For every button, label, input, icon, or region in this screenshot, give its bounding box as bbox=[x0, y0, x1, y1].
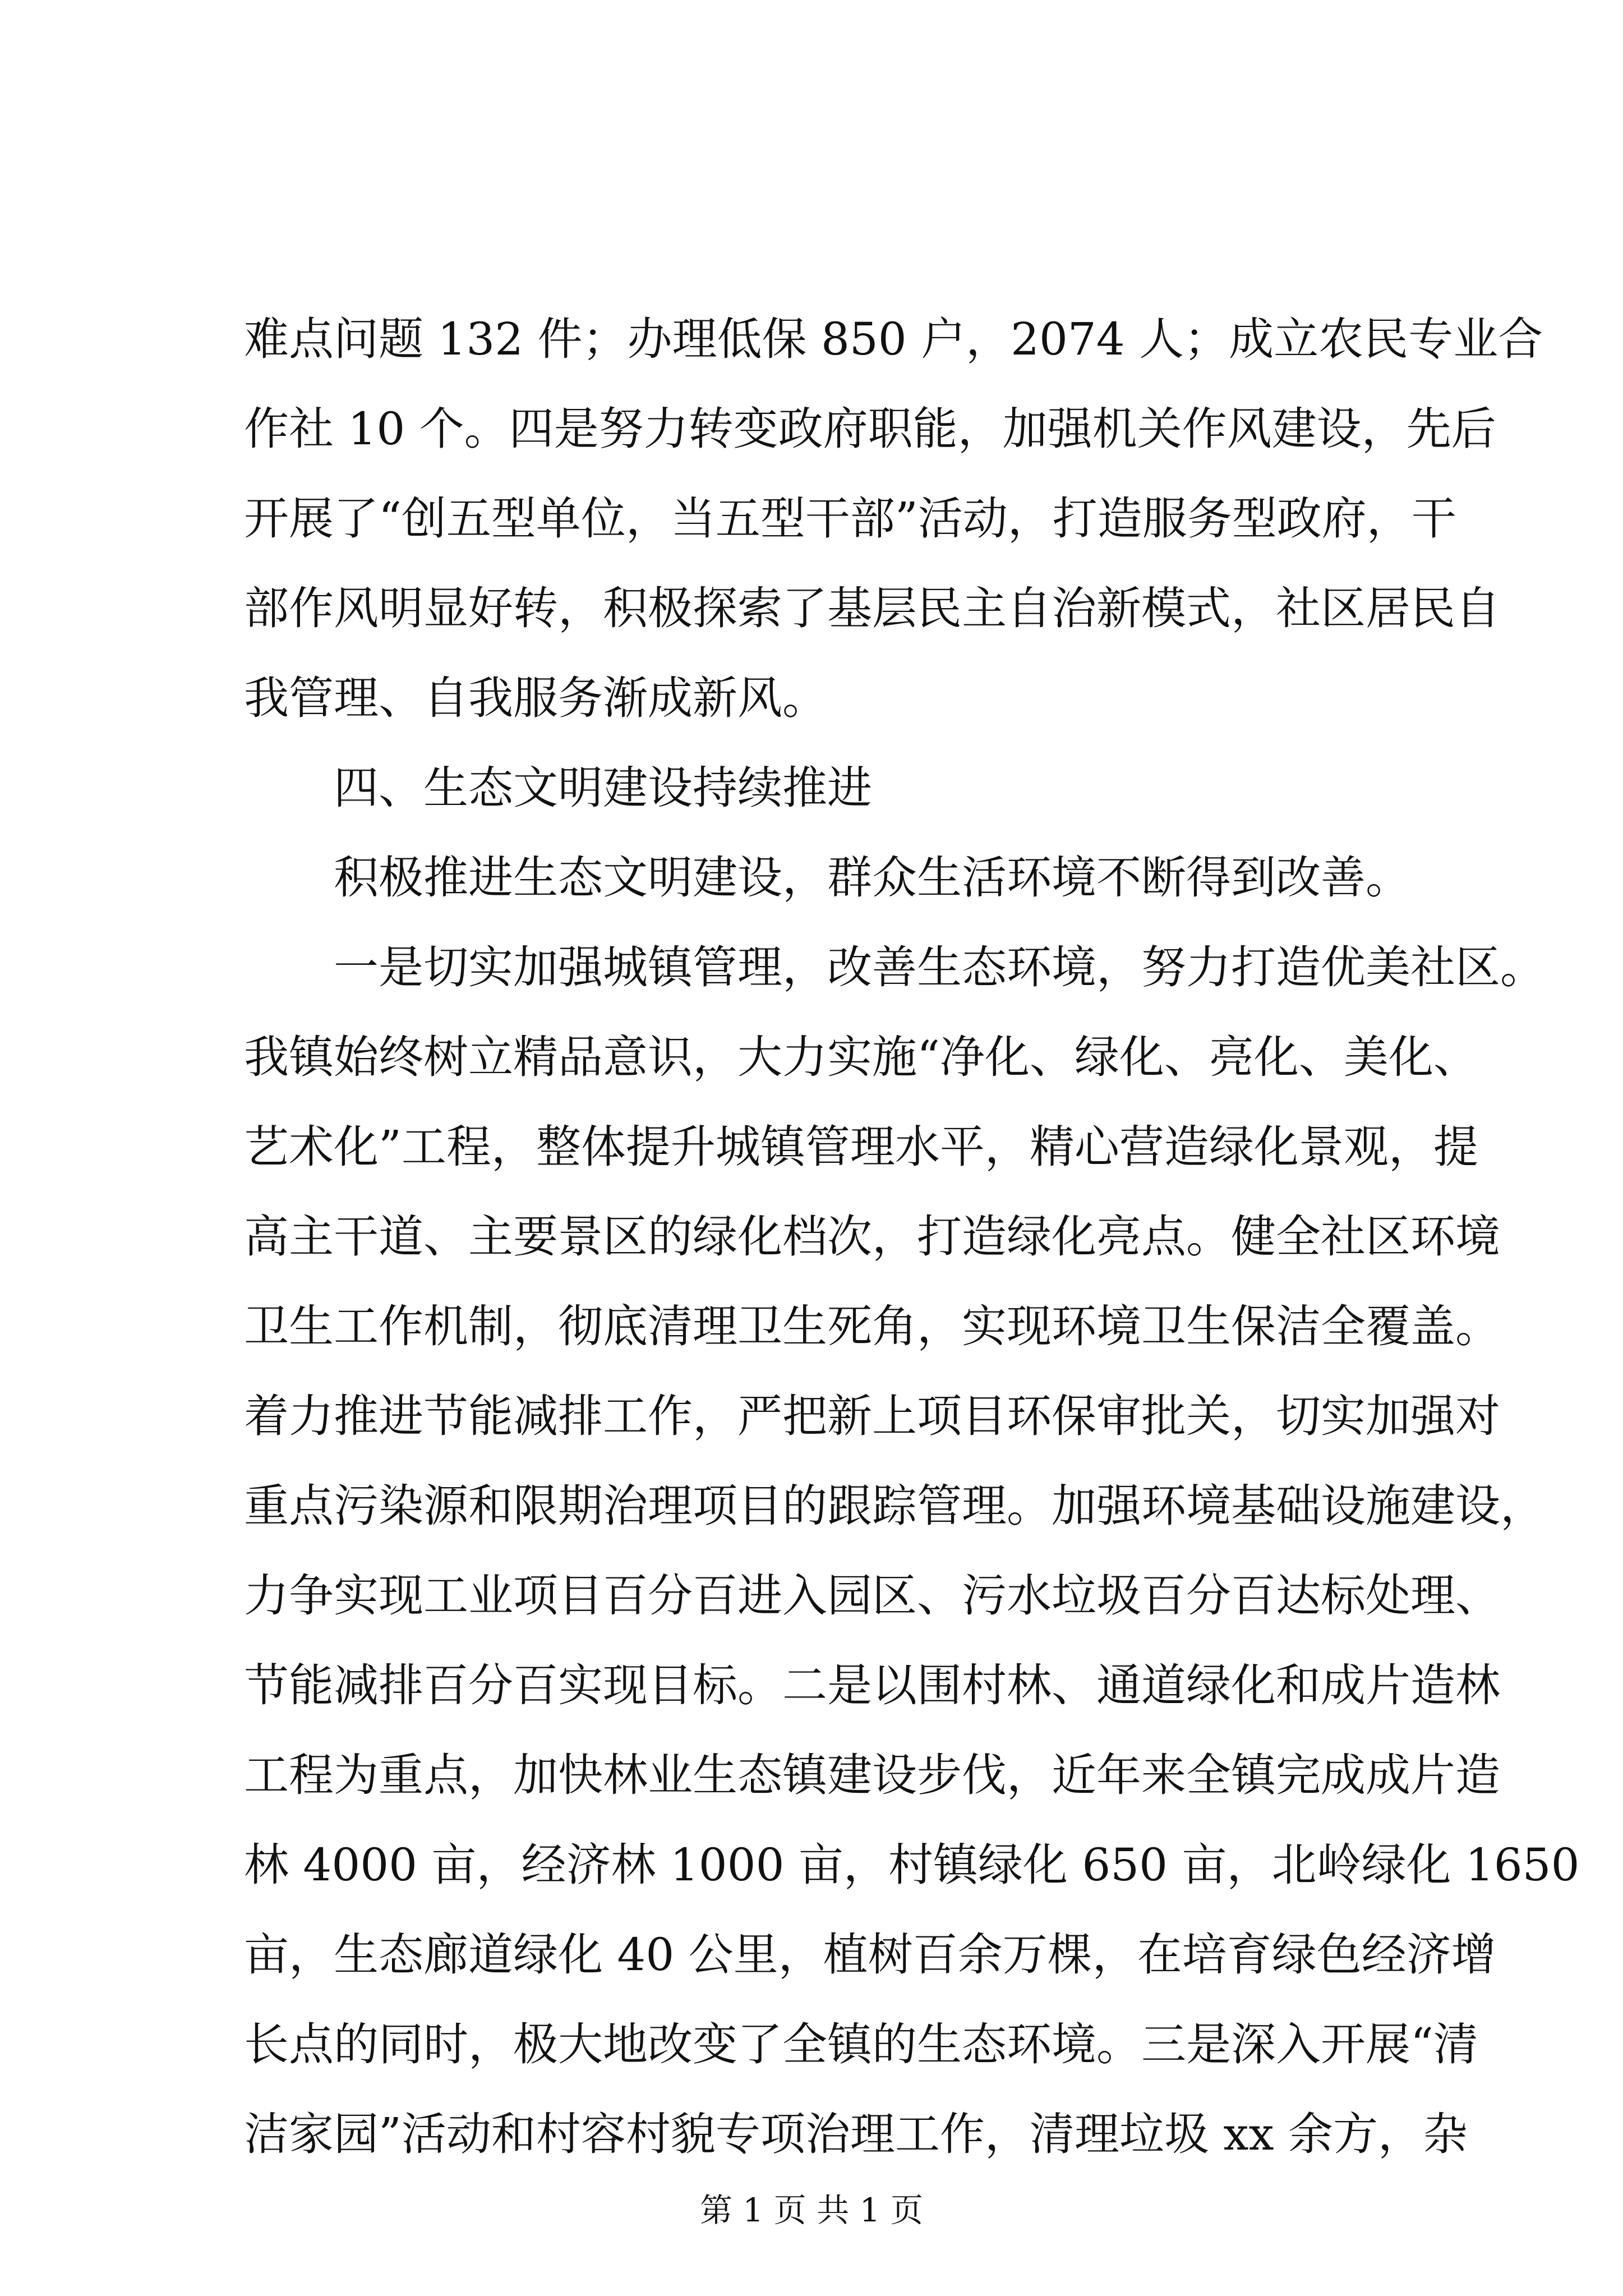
text-line: 长点的同时，极大地改变了全镇的生态环境。三是深入开展“清 bbox=[244, 2018, 1478, 2070]
text-line: 艺术化”工程，整体提升城镇管理水平，精心营造绿化景观，提 bbox=[244, 1121, 1478, 1173]
text-line: 亩，生态廊道绿化 40 公里，植树百余万棵，在培育绿色经济增 bbox=[244, 1929, 1496, 1981]
text-line: 我镇始终树立精品意识，大力实施“净化、绿化、亮化、美化、 bbox=[244, 1031, 1478, 1083]
text-line: 积极推进生态文明建设，群众生活环境不断得到改善。 bbox=[334, 852, 1410, 904]
text-line: 一是切实加强城镇管理，改善生态环境，努力打造优美社区。 bbox=[334, 941, 1545, 993]
text-line: 高主干道、主要景区的绿化档次，打造绿化亮点。健全社区环境 bbox=[244, 1211, 1500, 1263]
text-line: 卫生工作机制，彻底清理卫生死角，实现环境卫生保洁全覆盖。 bbox=[244, 1300, 1500, 1352]
text-line: 节能减排百分百实现目标。二是以围村林、通道绿化和成片造林 bbox=[244, 1659, 1500, 1711]
text-line: 工程为重点，加快林业生态镇建设步伐，近年来全镇完成成片造 bbox=[244, 1749, 1500, 1801]
text-line: 力争实现工业项目百分百进入园区、污水垃圾百分百达标处理、 bbox=[244, 1570, 1500, 1622]
section-heading: 四、生态文明建设持续推进 bbox=[334, 762, 872, 814]
text-line: 开展了“创五型单位，当五型干部”活动，打造服务型政府，干 bbox=[244, 493, 1456, 545]
page-footer: 第 1 页 共 1 页 bbox=[700, 2191, 923, 2229]
text-line: 着力推进节能减排工作，严把新上项目环保审批关，切实加强对 bbox=[244, 1390, 1500, 1442]
text-line: 难点问题 132 件；办理低保 850 户，2074 人；成立农民专业合 bbox=[244, 313, 1543, 365]
text-line: 重点污染源和限期治理项目的跟踪管理。加强环境基础设施建设， bbox=[244, 1480, 1545, 1532]
text-line: 作社 10 个。四是努力转变政府职能，加强机关作风建设，先后 bbox=[244, 403, 1496, 455]
text-line: 部作风明显好转，积极探索了基层民主自治新模式，社区居民自 bbox=[244, 582, 1500, 634]
text-line: 洁家园”活动和村容村貌专项治理工作，清理垃圾 xx 余方，杂 bbox=[244, 2108, 1468, 2160]
text-line: 林 4000 亩，经济林 1000 亩，村镇绿化 650 亩，北岭绿化 1650 bbox=[244, 1839, 1580, 1891]
text-line: 我管理、自我服务渐成新风。 bbox=[244, 672, 827, 724]
